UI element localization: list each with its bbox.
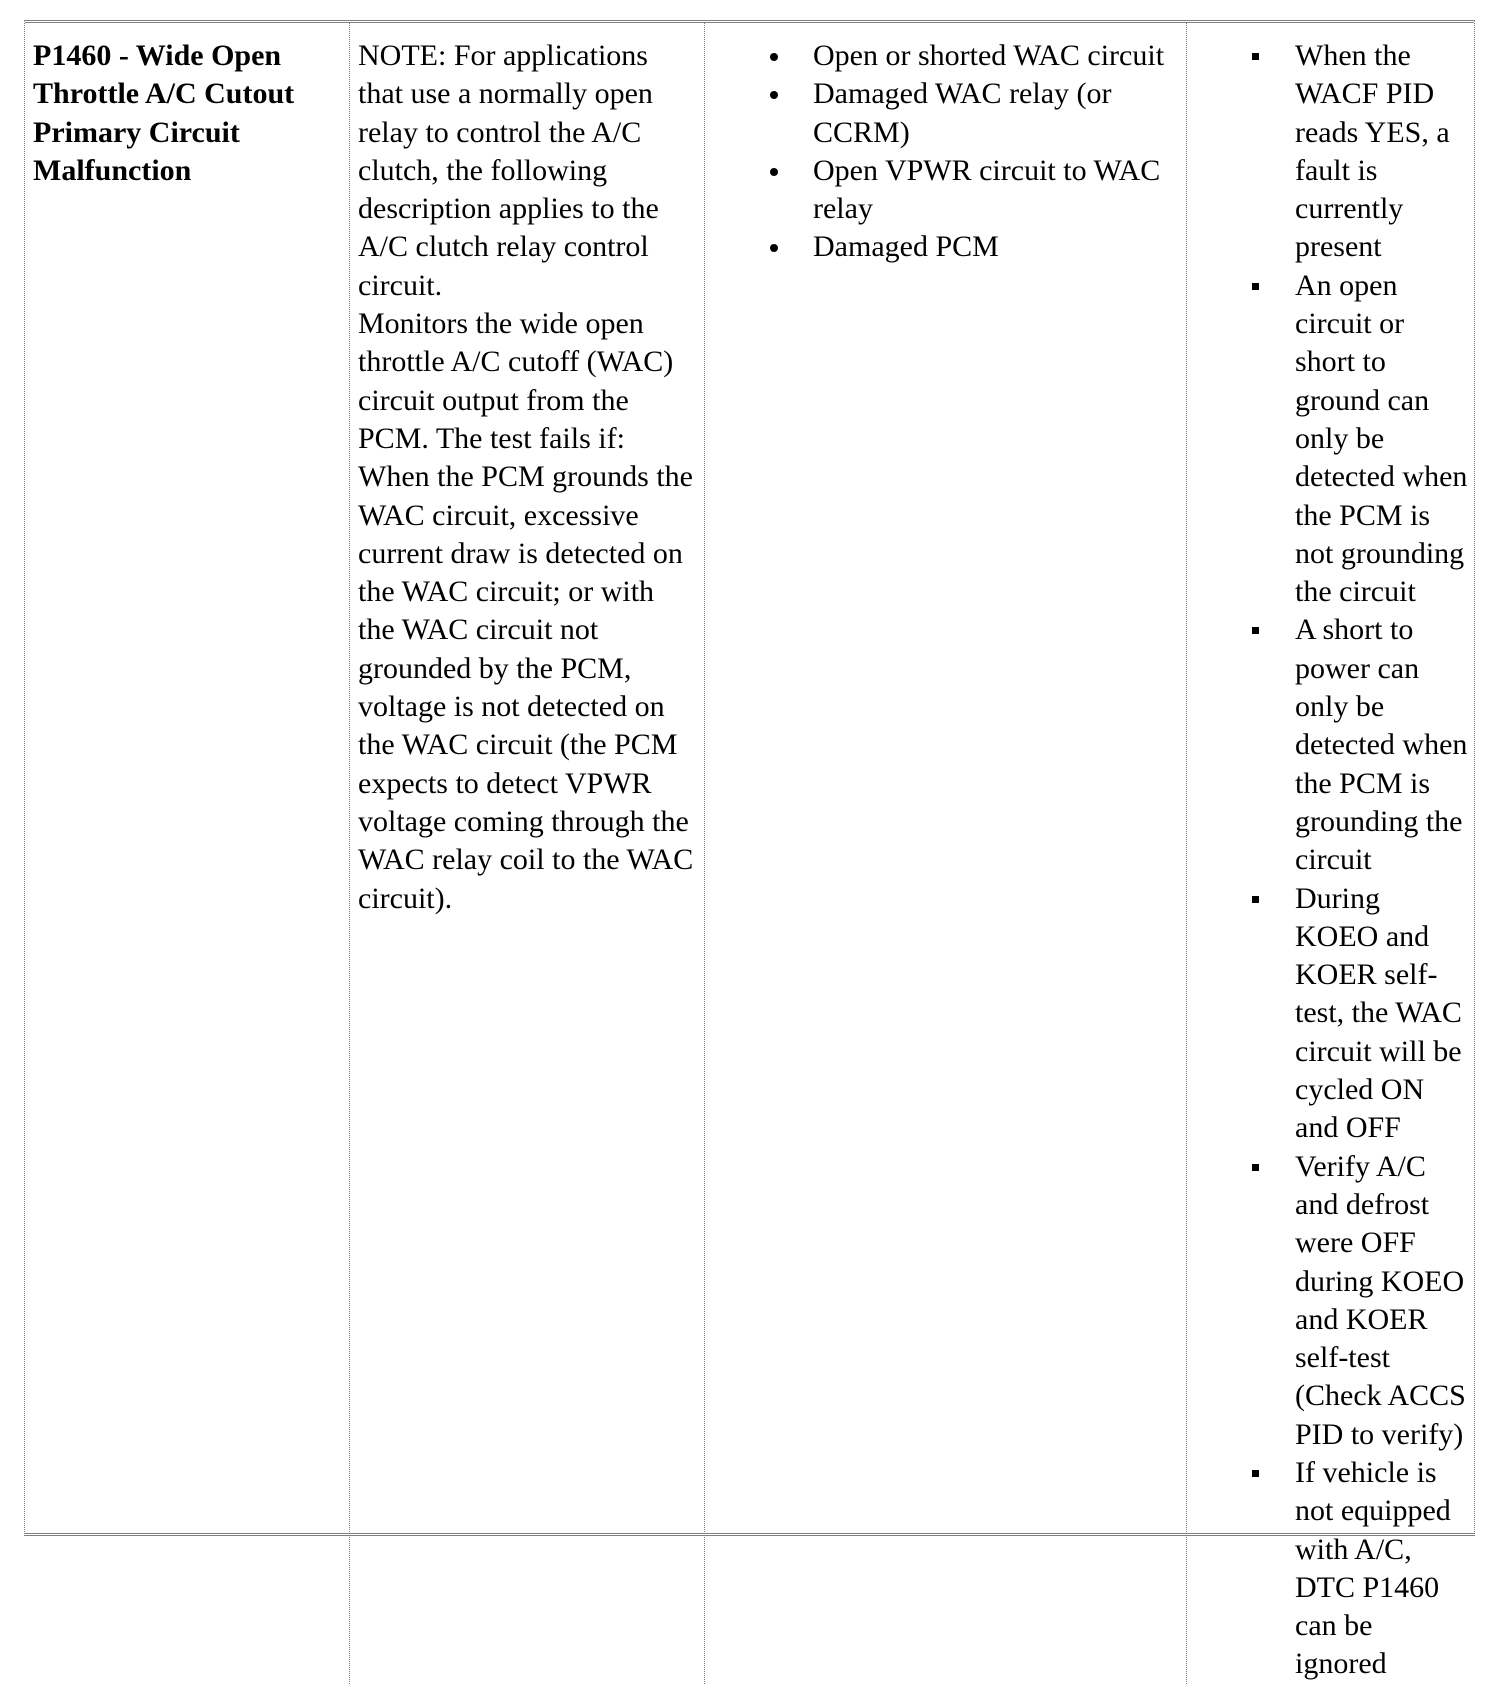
- list-item: When the WACF PID reads YES, a fault is currently present: [1195, 37, 1468, 267]
- description-body: Monitors the wide open throttle A/C cutoff (WAC) circuit output from the PCM. The test fails if: When the PCM grounds the WAC circuit, excessive current draw is detected on the WAC circuit; or with the WAC circuit not grounded by the PCM, voltage is not detected on the WAC circuit (the PCM expects to detect VPWR voltage coming through the WAC relay coil to the WAC circuit).: [358, 307, 694, 915]
- table-row: [25, 23, 1474, 1684]
- list-item: Damaged PCM: [713, 228, 1180, 266]
- dtc-table: [25, 23, 1474, 1684]
- description-note: NOTE: For applications that use a normally open relay to control the A/C clutch, the following description applies to the A/C clutch relay control circuit.: [358, 39, 659, 302]
- diagnostic-aids-list: [1195, 37, 1468, 1684]
- list-item: A short to power can only be detected when the PCM is grounding the circuit: [1195, 611, 1468, 879]
- list-item: During KOEO and KOER self-test, the WAC circuit will be cycled ON and OFF: [1195, 880, 1468, 1148]
- dtc-title: P1460 - Wide Open Throttle A/C Cutout Primary Circuit Malfunction: [33, 39, 295, 187]
- dtc-title-cell: [25, 23, 350, 1684]
- list-item: Verify A/C and defrost were OFF during KOEO and KOER self-test (Check ACCS PID to verify): [1195, 1148, 1468, 1454]
- list-item: Damaged WAC relay (or CCRM): [713, 75, 1180, 152]
- dtc-table-frame: [24, 20, 1475, 1681]
- description-cell: [350, 23, 705, 1684]
- possible-causes-list: [713, 37, 1180, 267]
- list-item: Open or shorted WAC circuit: [713, 37, 1180, 75]
- possible-causes-cell: [705, 23, 1187, 1684]
- diagnostic-aids-cell: [1187, 23, 1475, 1684]
- list-item: If vehicle is not equipped with A/C, DTC P1460 can be ignored: [1195, 1454, 1468, 1684]
- list-item: An open circuit or short to ground can only be detected when the PCM is not grounding the circuit: [1195, 267, 1468, 612]
- list-item: Open VPWR circuit to WAC relay: [713, 152, 1180, 229]
